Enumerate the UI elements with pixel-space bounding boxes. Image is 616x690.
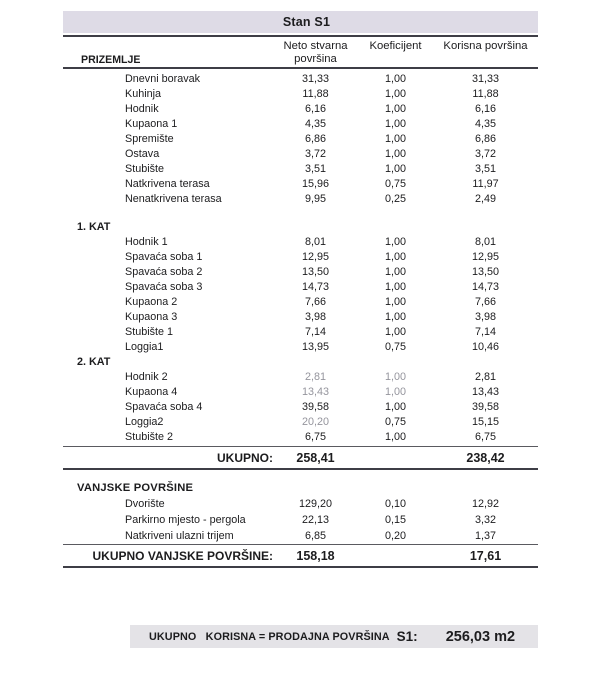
table-row	[63, 339, 538, 354]
neto-cell: 6,16	[304, 102, 326, 115]
koef-cell: 1,00	[384, 147, 406, 160]
room-name-cell: Natkrivena terasa	[125, 177, 210, 190]
koef-cell: 1,00	[384, 295, 406, 308]
korisna-cell: 6,86	[474, 132, 496, 145]
room-name-cell: Hodnik 2	[125, 370, 168, 383]
section-label-prizemlje: PRIZEMLJE	[81, 54, 141, 66]
ukupno-vanjske-row	[63, 545, 538, 566]
floor-rows	[63, 69, 538, 444]
neto-cell: 14,73	[301, 280, 330, 293]
room-name-cell: Ostava	[125, 147, 160, 160]
table-row	[63, 234, 538, 249]
ukupno-label: UKUPNO:	[217, 450, 273, 465]
table-row	[63, 384, 538, 399]
divider-under-outdoor-total	[63, 566, 538, 568]
neto-cell: 2,81	[304, 370, 326, 383]
room-name-cell: Stubište	[125, 162, 165, 175]
ukupno-vanjske-korisna-value: 17,61	[469, 548, 502, 563]
section-label: 1. KAT	[77, 220, 111, 233]
neto-cell: 39,58	[301, 400, 330, 413]
koef-cell: 1,00	[384, 310, 406, 323]
grand-total-label: UKUPNO KORISNA = PRODAJNA POVRŠINA	[149, 630, 390, 643]
table-row	[63, 176, 538, 191]
room-name-cell: Dvorište	[125, 498, 165, 510]
table-row	[63, 101, 538, 116]
korisna-cell: 8,01	[474, 235, 496, 248]
koef-cell: 1,00	[384, 370, 406, 383]
korisna-cell: 7,14	[474, 325, 496, 338]
koef-cell: 1,00	[384, 72, 406, 85]
korisna-cell: 6,16	[474, 102, 496, 115]
korisna-cell: 4,35	[474, 117, 496, 130]
neto-cell: 6,86	[304, 132, 326, 145]
korisna-cell: 12,92	[471, 498, 500, 510]
koef-cell: 0,75	[384, 415, 406, 428]
room-name-cell: Spavaća soba 4	[125, 400, 203, 413]
neto-cell: 13,43	[301, 385, 330, 398]
room-name-cell: Hodnik	[125, 102, 159, 115]
neto-cell: 7,14	[304, 325, 326, 338]
column-header-koeficijent: Koeficijent	[369, 40, 422, 52]
neto-cell: 3,51	[304, 162, 326, 175]
koef-cell: 1,00	[384, 325, 406, 338]
outdoor-rows	[63, 496, 538, 544]
table-row	[63, 279, 538, 294]
neto-cell: 4,35	[304, 117, 326, 130]
korisna-cell: 2,49	[474, 192, 496, 205]
neto-cell: 7,66	[304, 295, 326, 308]
table-row	[63, 249, 538, 264]
korisna-cell: 3,72	[474, 147, 496, 160]
ukupno-row	[63, 447, 538, 468]
koef-cell: 1,00	[384, 280, 406, 293]
grand-total-value: 256,03 m2	[445, 628, 516, 645]
table-row	[63, 309, 538, 324]
room-name-cell: Spavaća soba 2	[125, 265, 203, 278]
koef-cell: 1,00	[384, 265, 406, 278]
koef-cell: 0,75	[384, 340, 406, 353]
neto-cell: 6,85	[304, 530, 326, 542]
table-row	[63, 369, 538, 384]
table-row	[63, 191, 538, 206]
neto-cell: 15,96	[301, 177, 330, 190]
neto-cell: 9,95	[304, 192, 326, 205]
neto-cell: 12,95	[301, 250, 330, 263]
table-row	[63, 512, 538, 528]
korisna-cell: 6,75	[474, 430, 496, 443]
table-row	[63, 161, 538, 176]
room-name-cell: Stubište 1	[125, 325, 174, 338]
koef-cell: 0,15	[384, 514, 406, 526]
table-row	[63, 528, 538, 544]
ukupno-korisna-value: 238,42	[466, 450, 505, 465]
koef-cell: 0,20	[384, 530, 406, 542]
neto-cell: 6,75	[304, 430, 326, 443]
section-label-vanjske-povrsine: VANJSKE POVRŠINE	[77, 482, 194, 494]
korisna-cell: 11,88	[472, 87, 499, 100]
table-row	[63, 131, 538, 146]
koef-cell: 1,00	[384, 235, 406, 248]
room-name-cell: Loggia1	[125, 340, 164, 353]
table-row	[63, 399, 538, 414]
korisna-cell: 13,50	[471, 265, 500, 278]
table-row	[63, 496, 538, 512]
koef-cell: 1,00	[384, 385, 406, 398]
koef-cell: 1,00	[384, 430, 406, 443]
neto-cell: 3,98	[304, 310, 326, 323]
korisna-cell: 1,37	[474, 530, 496, 542]
table-row	[63, 71, 538, 86]
room-name-cell: Parkirno mjesto - pergola	[125, 514, 246, 526]
section-label: 2. KAT	[77, 355, 111, 368]
room-name-cell: Spavaća soba 3	[125, 280, 203, 293]
neto-cell: 13,50	[301, 265, 330, 278]
room-name-cell: Stubište 2	[125, 430, 174, 443]
room-name-cell: Loggia2	[125, 415, 164, 428]
neto-cell: 11,88	[302, 87, 329, 100]
table-row	[63, 324, 538, 339]
divider-under-total	[63, 468, 538, 470]
room-name-cell: Kuhinja	[125, 87, 162, 100]
korisna-cell: 12,95	[471, 250, 500, 263]
ukupno-vanjske-label: UKUPNO VANJSKE POVRŠINE:	[92, 548, 273, 563]
ukupno-vanjske-neto-value: 158,18	[296, 548, 335, 563]
korisna-cell: 15,15	[471, 415, 500, 428]
neto-cell: 31,33	[301, 72, 330, 85]
table-row	[63, 116, 538, 131]
koef-cell: 0,25	[384, 192, 406, 205]
table-row	[63, 86, 538, 101]
room-name-cell: Kupaona 3	[125, 310, 178, 323]
korisna-cell: 39,58	[471, 400, 500, 413]
koef-cell: 1,00	[384, 102, 406, 115]
korisna-cell: 10,46	[471, 340, 500, 353]
room-name-cell: Spavaća soba 1	[125, 250, 203, 263]
koef-cell: 0,75	[384, 177, 406, 190]
neto-cell: 13,95	[301, 340, 330, 353]
table-row	[63, 146, 538, 161]
korisna-cell: 13,43	[471, 385, 500, 398]
room-name-cell: Spremište	[125, 132, 174, 145]
table-row	[63, 414, 538, 429]
neto-cell: 8,01	[304, 235, 326, 248]
room-name-cell: Kupaona 4	[125, 385, 178, 398]
room-name-cell: Dnevni boravak	[125, 72, 201, 85]
neto-cell: 20,20	[301, 415, 330, 428]
neto-cell: 22,13	[301, 514, 330, 526]
area-table	[63, 11, 538, 568]
title-band	[63, 11, 538, 33]
room-name-cell: Hodnik 1	[125, 235, 168, 248]
koef-cell: 1,00	[384, 400, 406, 413]
column-header-korisna: Korisna površina	[443, 40, 528, 52]
table-row	[63, 429, 538, 444]
table-row	[63, 264, 538, 279]
korisna-cell: 11,97	[472, 177, 499, 190]
korisna-cell: 7,66	[474, 295, 496, 308]
column-header-neto: Neto stvarna površina	[283, 40, 348, 65]
table-row	[63, 294, 538, 309]
room-name-cell: Natkriveni ulazni trijem	[125, 530, 234, 542]
korisna-cell: 3,51	[474, 162, 496, 175]
koef-cell: 1,00	[384, 162, 406, 175]
room-name-cell: Nenatkrivena terasa	[125, 192, 222, 205]
koef-cell: 1,00	[384, 250, 406, 263]
korisna-cell: 3,32	[474, 514, 496, 526]
koef-cell: 1,00	[384, 117, 406, 130]
korisna-cell: 2,81	[474, 370, 496, 383]
koef-cell: 1,00	[384, 132, 406, 145]
room-name-cell: Kupaona 1	[125, 117, 178, 130]
neto-cell: 129,20	[298, 498, 333, 510]
column-headers	[63, 37, 538, 67]
koef-cell: 1,00	[384, 87, 406, 100]
room-name-cell: Kupaona 2	[125, 295, 178, 308]
apartment-title: Stan S1	[282, 15, 331, 29]
korisna-cell: 14,73	[471, 280, 500, 293]
korisna-cell: 3,98	[474, 310, 496, 323]
grand-total-bar	[130, 625, 538, 648]
neto-cell: 3,72	[304, 147, 326, 160]
grand-total-unit: S1:	[396, 629, 418, 644]
ukupno-neto-value: 258,41	[296, 450, 335, 465]
korisna-cell: 31,33	[471, 72, 500, 85]
koef-cell: 0,10	[384, 498, 406, 510]
